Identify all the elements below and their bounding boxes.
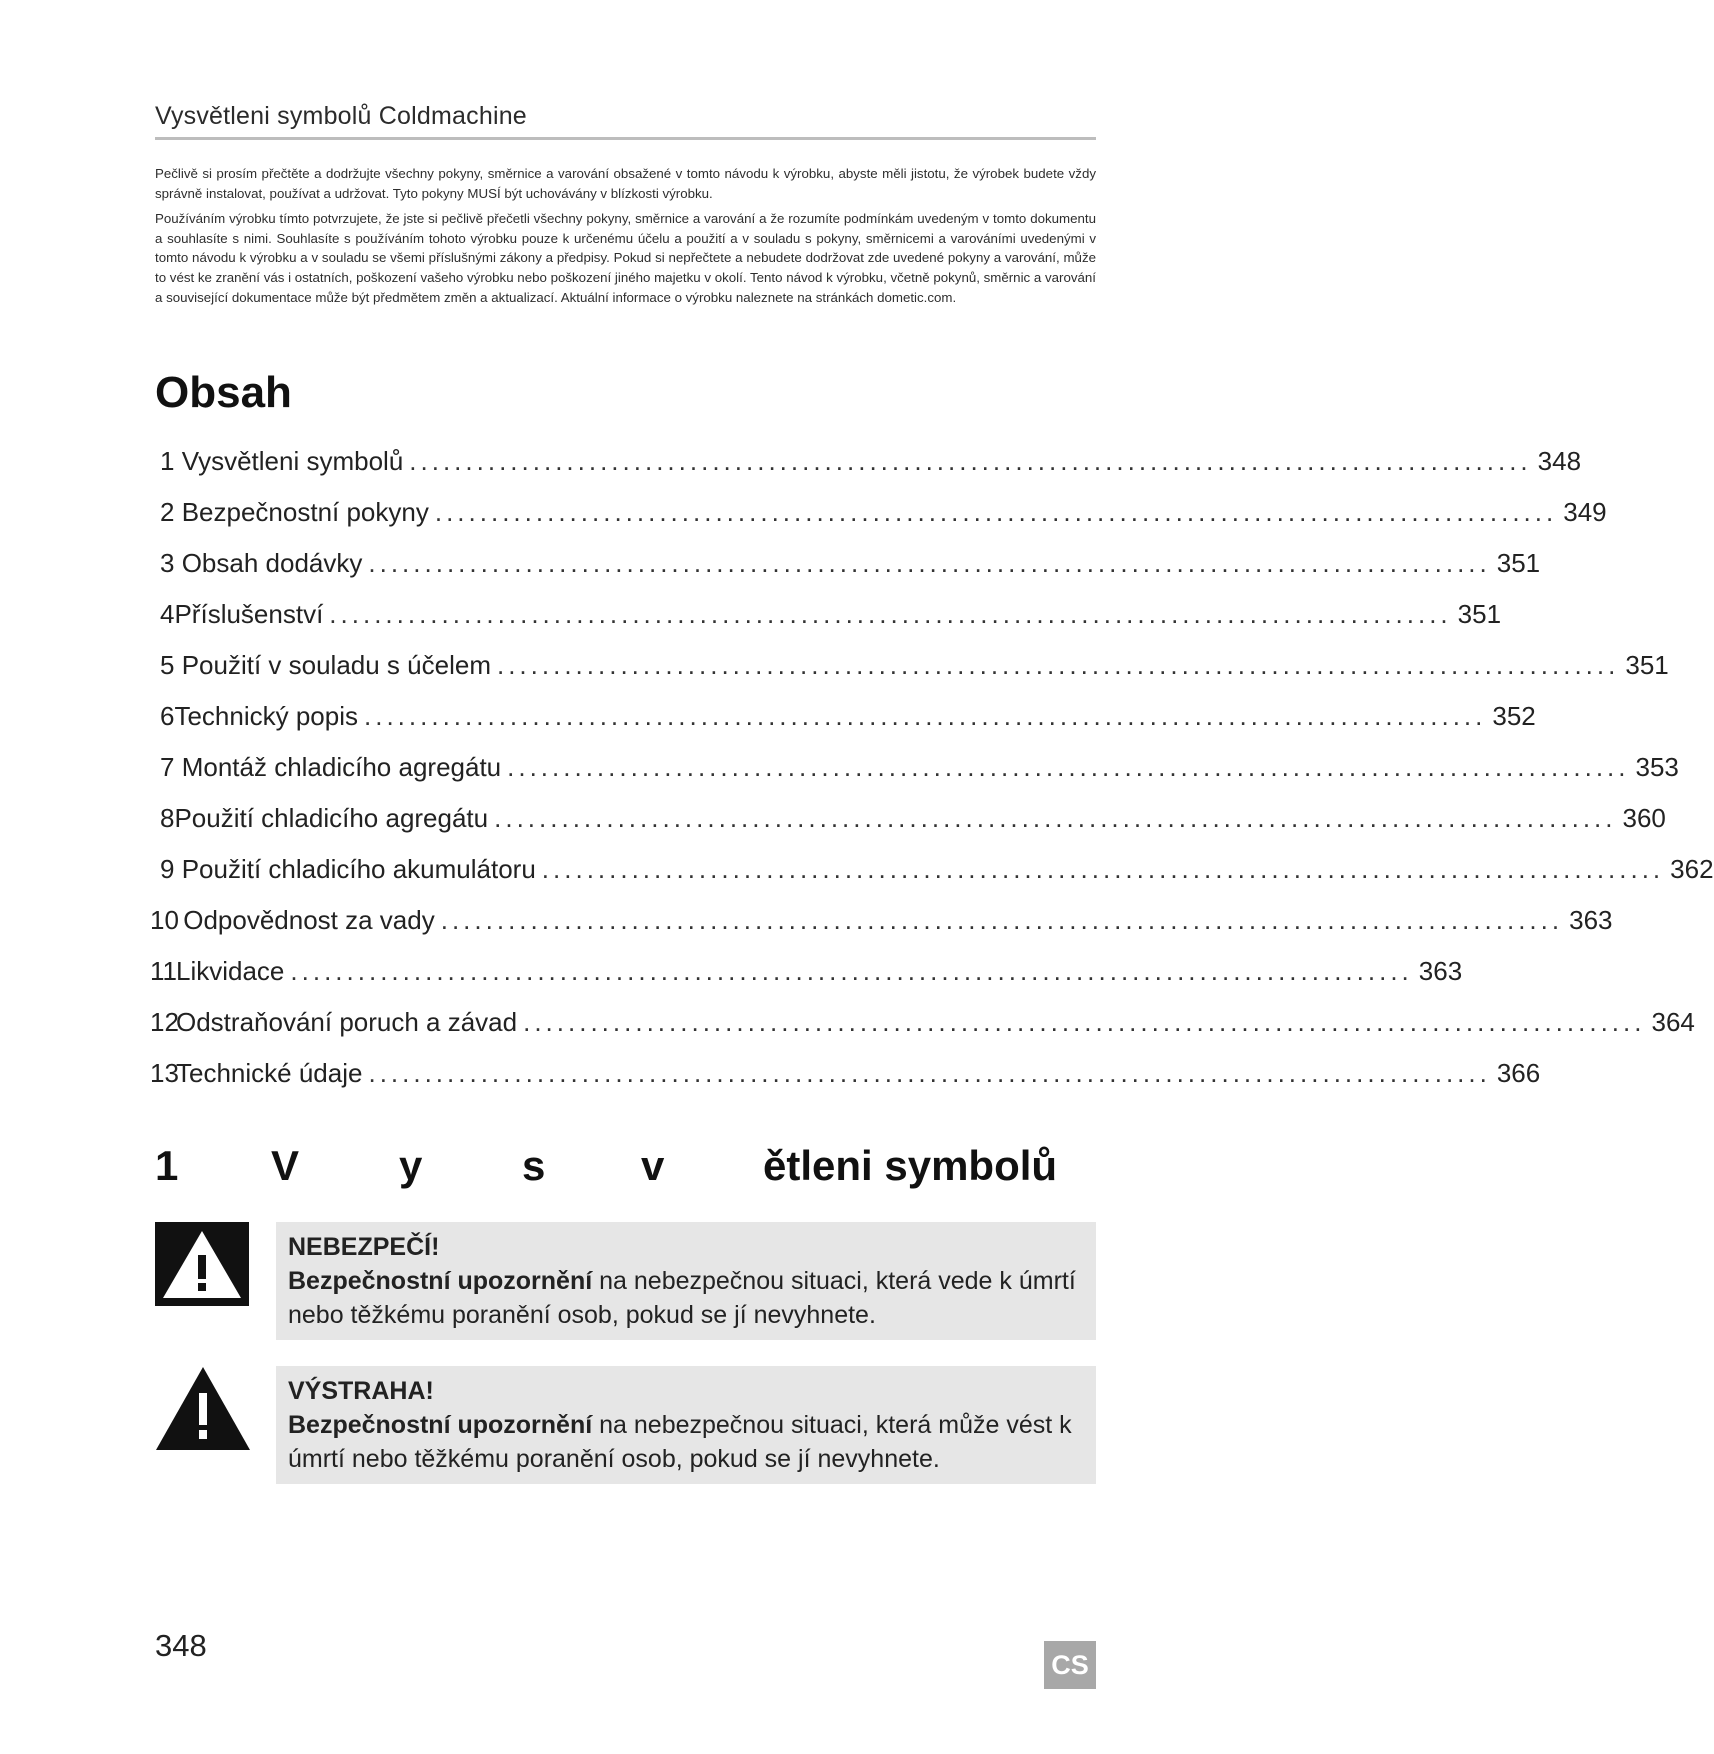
- toc-leader-dots: ....................................................................................................: [409, 446, 1532, 476]
- toc-leader-dots: ....................................................................................................: [496, 650, 1620, 680]
- toc-entry-number: 3: [160, 548, 175, 578]
- table-of-contents: [150, 436, 1714, 1099]
- toc-leader-dots: ....................................................................................................: [507, 752, 1630, 782]
- intro-paragraph-1: Pečlivě si prosím přečtěte a dodržujte všechny pokyny, směrnice a varování obsažené v tomto návodu k výrobku, abyste měli jistotu, že výrobek budete vždy správně instalovat, používat a udržovat. Tyto pokyny MUSÍ být uchovávány v blízkosti výrobku.: [155, 166, 1096, 201]
- toc-entry-page: 351: [1496, 548, 1541, 578]
- toc-entry-number: 6: [160, 701, 175, 731]
- toc-entry-title: Technické údaje: [176, 1058, 363, 1088]
- toc-entry[interactable]: [160, 538, 1541, 589]
- toc-entry-number: 11: [150, 956, 177, 986]
- warning-notice-strong: Bezpečnostní upozornění: [288, 1411, 593, 1439]
- toc-entry-number: 13: [150, 1058, 179, 1088]
- toc-entry-title: Obsah dodávky: [181, 548, 363, 578]
- warning-label: VÝSTRAHA!: [288, 1377, 434, 1405]
- toc-entry-page: 362: [1670, 854, 1714, 884]
- toc-entry-number: 9: [160, 854, 175, 884]
- toc-entry[interactable]: [160, 844, 1714, 895]
- toc-leader-dots: ....................................................................................................: [541, 854, 1665, 884]
- toc-leader-dots: ....................................................................................................: [523, 1007, 1646, 1037]
- toc-leader-dots: ....................................................................................................: [329, 599, 1452, 629]
- section-title-part: y: [399, 1142, 423, 1189]
- toc-entry-page: 351: [1457, 599, 1502, 629]
- toc-entry-page: 360: [1622, 803, 1666, 833]
- toc-leader-dots: ....................................................................................................: [440, 905, 1564, 935]
- toc-leader-dots: ....................................................................................................: [290, 956, 1413, 986]
- danger-notice: [276, 1222, 1096, 1340]
- toc-entry-page: 353: [1635, 752, 1679, 782]
- page-number: 348: [155, 1628, 207, 1663]
- toc-entry-title: Montáž chladicího agregátu: [181, 752, 502, 782]
- toc-leader-dots: ....................................................................................................: [368, 548, 1491, 578]
- toc-entry[interactable]: [160, 691, 1536, 742]
- intro-paragraph-2: Používáním výrobku tímto potvrzujete, že jste si pečlivě přečetli všechny pokyny, směrnice a varování a že rozumíte podmínkám uvedeným v tomto dokumentu a souhlasíte s nimi. Souhlasíte s používáním tohoto výrobku pouze k určenému účelu a použití a v souladu s pokyny, směrnicemi a varováními uvedenými v tomto návodu k výrobku a v souladu se všemi příslušnými zákony a předpisy. Pokud si nepřečtete a nebudete dodržovat zde uvedené pokyny a varování, může to vést ke zranění vás i ostatních, poškození vašeho výrobku nebo poškození jiného majetku v okolí. Tento návod k výrobku, včetně pokynů, směrnic a varování a související dokumentace může být předmětem změn a aktualizací. Aktuální informace o výrobku naleznete na stránkách dometic.com.: [155, 211, 1096, 305]
- toc-entry[interactable]: [150, 895, 1613, 946]
- language-badge: CS: [1044, 1641, 1096, 1689]
- toc-leader-dots: ....................................................................................................: [434, 497, 1558, 527]
- toc-entry-number: 4: [160, 599, 175, 629]
- toc-entry-page: 351: [1625, 650, 1669, 680]
- toc-entry[interactable]: [150, 946, 1463, 997]
- toc-entry[interactable]: [150, 1048, 1541, 1099]
- toc-entry-page: 363: [1569, 905, 1613, 935]
- warning-notice-text: na nebezpečnou situaci, která může vést k úmrtí nebo těžkému poranění osob, pokud se jí nevyhnete.: [288, 1411, 1072, 1473]
- page-header-title: Vysvětleni symbolů Coldmachine: [155, 102, 527, 130]
- section-title-part: v: [641, 1142, 665, 1189]
- section-title-part: V: [271, 1142, 300, 1189]
- toc-entry-page: 349: [1563, 497, 1607, 527]
- toc-entry-title: Likvidace: [176, 956, 285, 986]
- section-title-part: s: [522, 1142, 546, 1189]
- section-number: 1: [155, 1142, 179, 1189]
- toc-entry[interactable]: [160, 436, 1582, 487]
- danger-label: NEBEZPEČÍ!: [288, 1233, 440, 1261]
- toc-entry-title: Odstraňování poruch a závad: [176, 1007, 518, 1037]
- danger-notice-text: na nebezpečnou situaci, která vede k úmrtí nebo těžkému poranění osob, pokud se jí nevyhnete.: [288, 1267, 1076, 1329]
- toc-entry-title: Vysvětleni symbolů: [181, 446, 404, 476]
- header-divider: [155, 137, 1096, 140]
- toc-entry[interactable]: [160, 742, 1679, 793]
- toc-entry-page: 363: [1418, 956, 1463, 986]
- toc-entry[interactable]: [150, 997, 1695, 1048]
- toc-entry-number: 1: [160, 446, 175, 476]
- toc-leader-dots: ....................................................................................................: [368, 1058, 1491, 1088]
- toc-entry-page: 352: [1492, 701, 1536, 731]
- toc-entry-page: 364: [1651, 1007, 1695, 1037]
- toc-entry-page: 366: [1496, 1058, 1541, 1088]
- toc-entry-number: 2: [160, 497, 175, 527]
- toc-entry-title: Příslušenství: [174, 599, 324, 629]
- toc-entry-title: Použití chladicího akumulátoru: [181, 854, 536, 884]
- section-title-part: ětleni symbolů: [763, 1142, 1058, 1189]
- intro-text: [155, 164, 1096, 313]
- toc-entry[interactable]: [160, 640, 1669, 691]
- toc-entry-title: Bezpečnostní pokyny: [181, 497, 429, 527]
- toc-entry-title: Použití chladicího agregátu: [174, 803, 489, 833]
- toc-leader-dots: ....................................................................................................: [364, 701, 1487, 731]
- toc-entry-page: 348: [1537, 446, 1582, 476]
- toc-entry-title: Použití v souladu s účelem: [181, 650, 491, 680]
- toc-heading: Obsah: [155, 368, 292, 417]
- warning-icon: [155, 1366, 251, 1452]
- toc-entry-number: 12: [150, 1007, 179, 1037]
- warning-notice: [276, 1366, 1096, 1484]
- toc-entry[interactable]: [160, 793, 1666, 844]
- toc-entry-number: 7: [160, 752, 175, 782]
- toc-entry-number: 10: [150, 905, 179, 935]
- toc-leader-dots: ....................................................................................................: [494, 803, 1617, 833]
- toc-entry[interactable]: [160, 487, 1607, 538]
- danger-notice-strong: Bezpečnostní upozornění: [288, 1267, 593, 1295]
- toc-entry-number: 8: [160, 803, 175, 833]
- toc-entry-title: Odpovědnost za vady: [183, 905, 435, 935]
- toc-entry-number: 5: [160, 650, 175, 680]
- toc-entry[interactable]: [160, 589, 1502, 640]
- danger-icon: [155, 1222, 249, 1306]
- toc-entry-title: Technický popis: [174, 701, 359, 731]
